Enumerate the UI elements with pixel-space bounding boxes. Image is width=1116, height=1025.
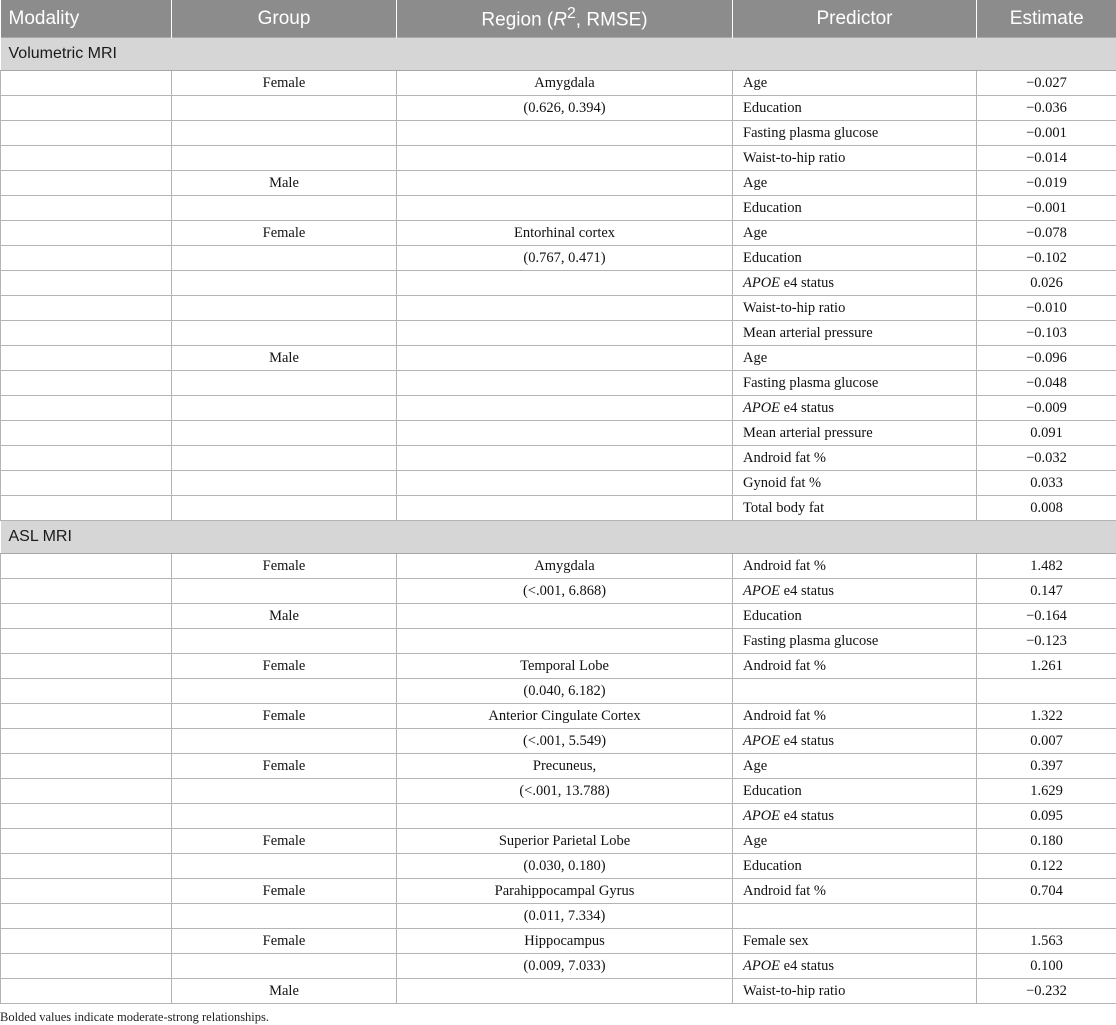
estimate-cell: 0.100 bbox=[977, 954, 1116, 979]
estimate-cell: 1.629 bbox=[977, 779, 1116, 804]
predictor-cell: Android fat % bbox=[733, 446, 977, 471]
predictor-cell: Mean arterial pressure bbox=[733, 421, 977, 446]
predictor-cell: Total body fat bbox=[733, 496, 977, 521]
group-cell: Male bbox=[172, 346, 397, 371]
group-cell bbox=[172, 904, 397, 929]
table-row bbox=[1, 371, 1116, 396]
group-cell: Female bbox=[172, 879, 397, 904]
predictor-label-rest: e4 status bbox=[780, 399, 835, 416]
estimate-cell: −0.103 bbox=[977, 321, 1116, 346]
group-cell: Female bbox=[172, 704, 397, 729]
table-row bbox=[1, 171, 1116, 196]
region-cell bbox=[397, 396, 733, 421]
header-predictor: Predictor bbox=[733, 0, 977, 38]
predictor-cell: Female sex bbox=[733, 929, 977, 954]
modality-cell bbox=[1, 554, 172, 579]
estimate-cell: 1.322 bbox=[977, 704, 1116, 729]
modality-cell bbox=[1, 421, 172, 446]
estimate-cell: −0.096 bbox=[977, 346, 1116, 371]
region-cell: (0.626, 0.394) bbox=[397, 96, 733, 121]
estimate-cell bbox=[977, 904, 1116, 929]
estimate-cell: 0.026 bbox=[977, 271, 1116, 296]
modality-cell bbox=[1, 729, 172, 754]
region-cell bbox=[397, 171, 733, 196]
modality-cell bbox=[1, 221, 172, 246]
region-cell: Temporal Lobe bbox=[397, 654, 733, 679]
table-row bbox=[1, 96, 1116, 121]
region-cell bbox=[397, 496, 733, 521]
table-row bbox=[1, 754, 1116, 779]
group-cell: Female bbox=[172, 554, 397, 579]
region-cell: (<.001, 5.549) bbox=[397, 729, 733, 754]
estimate-cell: −0.048 bbox=[977, 371, 1116, 396]
region-cell bbox=[397, 146, 733, 171]
table-row bbox=[1, 979, 1116, 1004]
group-cell: Female bbox=[172, 929, 397, 954]
group-cell bbox=[172, 246, 397, 271]
region-cell: Hippocampus bbox=[397, 929, 733, 954]
predictor-cell: Waist-to-hip ratio bbox=[733, 146, 977, 171]
estimate-cell: −0.001 bbox=[977, 121, 1116, 146]
predictor-cell: Fasting plasma glucose bbox=[733, 629, 977, 654]
section-row bbox=[1, 38, 1116, 71]
predictor-cell: Age bbox=[733, 346, 977, 371]
header-region bbox=[397, 0, 733, 38]
region-cell: Amygdala bbox=[397, 554, 733, 579]
modality-cell bbox=[1, 804, 172, 829]
group-cell bbox=[172, 371, 397, 396]
predictor-gene-name: APOE bbox=[743, 957, 781, 974]
predictor-cell: Education bbox=[733, 246, 977, 271]
estimate-cell: 0.147 bbox=[977, 579, 1116, 604]
group-cell bbox=[172, 954, 397, 979]
predictor-cell: Education bbox=[733, 779, 977, 804]
estimate-cell: −0.014 bbox=[977, 146, 1116, 171]
estimate-cell: 0.180 bbox=[977, 829, 1116, 854]
header-group: Group bbox=[172, 0, 397, 38]
modality-cell bbox=[1, 829, 172, 854]
estimate-cell: −0.001 bbox=[977, 196, 1116, 221]
modality-cell bbox=[1, 929, 172, 954]
estimate-cell: 0.007 bbox=[977, 729, 1116, 754]
footnote: Bolded values indicate moderate-strong relationships. bbox=[0, 1010, 270, 1024]
predictor-cell: Age bbox=[733, 754, 977, 779]
modality-cell bbox=[1, 604, 172, 629]
group-cell bbox=[172, 679, 397, 704]
region-cell bbox=[397, 804, 733, 829]
region-cell: (0.009, 7.033) bbox=[397, 954, 733, 979]
modality-cell bbox=[1, 346, 172, 371]
group-cell: Male bbox=[172, 604, 397, 629]
predictor-cell: Fasting plasma glucose bbox=[733, 371, 977, 396]
predictor-cell bbox=[733, 904, 977, 929]
table-row bbox=[1, 629, 1116, 654]
region-cell bbox=[397, 196, 733, 221]
region-cell: (0.030, 0.180) bbox=[397, 854, 733, 879]
table-row bbox=[1, 446, 1116, 471]
region-cell bbox=[397, 629, 733, 654]
group-cell bbox=[172, 296, 397, 321]
group-cell: Female bbox=[172, 71, 397, 96]
estimate-cell: 0.122 bbox=[977, 854, 1116, 879]
table-row bbox=[1, 554, 1116, 579]
region-cell bbox=[397, 121, 733, 146]
region-cell bbox=[397, 446, 733, 471]
table-body bbox=[1, 38, 1116, 1004]
modality-cell bbox=[1, 296, 172, 321]
header-region-r: R bbox=[553, 9, 567, 31]
estimate-cell: −0.027 bbox=[977, 71, 1116, 96]
region-cell: Superior Parietal Lobe bbox=[397, 829, 733, 854]
estimate-cell: 1.261 bbox=[977, 654, 1116, 679]
estimate-cell: 0.091 bbox=[977, 421, 1116, 446]
modality-cell bbox=[1, 979, 172, 1004]
modality-cell bbox=[1, 446, 172, 471]
predictor-gene-name: APOE bbox=[743, 807, 781, 824]
table-row bbox=[1, 954, 1116, 979]
modality-cell bbox=[1, 629, 172, 654]
table-row bbox=[1, 704, 1116, 729]
region-cell: Entorhinal cortex bbox=[397, 221, 733, 246]
table-row bbox=[1, 71, 1116, 96]
predictor-label-rest: e4 status bbox=[780, 957, 835, 974]
group-cell bbox=[172, 146, 397, 171]
table-row bbox=[1, 604, 1116, 629]
region-cell bbox=[397, 421, 733, 446]
table-row bbox=[1, 579, 1116, 604]
modality-cell bbox=[1, 879, 172, 904]
section-row bbox=[1, 521, 1116, 554]
predictor-cell: Age bbox=[733, 171, 977, 196]
predictor-gene-name: APOE bbox=[743, 399, 781, 416]
modality-cell bbox=[1, 754, 172, 779]
table-row bbox=[1, 654, 1116, 679]
predictor-cell bbox=[733, 396, 977, 421]
predictor-cell: Education bbox=[733, 604, 977, 629]
modality-cell bbox=[1, 654, 172, 679]
predictor-cell: Gynoid fat % bbox=[733, 471, 977, 496]
estimate-cell: 1.482 bbox=[977, 554, 1116, 579]
predictor-gene-name: APOE bbox=[743, 732, 781, 749]
predictor-gene-name: APOE bbox=[743, 274, 781, 291]
section-title: Volumetric MRI bbox=[1, 38, 1116, 71]
table-row bbox=[1, 321, 1116, 346]
modality-cell bbox=[1, 171, 172, 196]
group-cell bbox=[172, 321, 397, 346]
modality-cell bbox=[1, 679, 172, 704]
estimate-cell: 1.563 bbox=[977, 929, 1116, 954]
predictor-cell bbox=[733, 679, 977, 704]
estimate-cell: −0.078 bbox=[977, 221, 1116, 246]
modality-cell bbox=[1, 854, 172, 879]
predictor-cell: Android fat % bbox=[733, 554, 977, 579]
region-cell bbox=[397, 321, 733, 346]
table-row bbox=[1, 396, 1116, 421]
predictor-label-rest: e4 status bbox=[780, 274, 835, 291]
group-cell bbox=[172, 579, 397, 604]
group-cell bbox=[172, 421, 397, 446]
group-cell bbox=[172, 729, 397, 754]
predictor-cell: Education bbox=[733, 196, 977, 221]
predictor-cell: Education bbox=[733, 96, 977, 121]
predictor-cell: Android fat % bbox=[733, 654, 977, 679]
predictor-cell: Fasting plasma glucose bbox=[733, 121, 977, 146]
modality-cell bbox=[1, 96, 172, 121]
modality-cell bbox=[1, 371, 172, 396]
region-cell: Precuneus, bbox=[397, 754, 733, 779]
predictor-cell: Education bbox=[733, 854, 977, 879]
table-row bbox=[1, 296, 1116, 321]
header-region-suffix: , RMSE) bbox=[575, 9, 648, 31]
table-row bbox=[1, 221, 1116, 246]
estimate-cell: −0.019 bbox=[977, 171, 1116, 196]
region-cell bbox=[397, 604, 733, 629]
estimate-cell: 0.033 bbox=[977, 471, 1116, 496]
group-cell bbox=[172, 271, 397, 296]
table-row bbox=[1, 854, 1116, 879]
predictor-cell: Age bbox=[733, 221, 977, 246]
header-modality: Modality bbox=[1, 0, 172, 38]
estimate-cell: −0.123 bbox=[977, 629, 1116, 654]
estimate-cell: 0.095 bbox=[977, 804, 1116, 829]
estimate-cell: 0.704 bbox=[977, 879, 1116, 904]
region-cell: Parahippocampal Gyrus bbox=[397, 879, 733, 904]
predictor-cell: Waist-to-hip ratio bbox=[733, 296, 977, 321]
estimate-cell: −0.032 bbox=[977, 446, 1116, 471]
estimate-cell: −0.036 bbox=[977, 96, 1116, 121]
region-cell: Amygdala bbox=[397, 71, 733, 96]
estimate-cell: −0.010 bbox=[977, 296, 1116, 321]
group-cell bbox=[172, 854, 397, 879]
group-cell bbox=[172, 471, 397, 496]
region-cell: (<.001, 6.868) bbox=[397, 579, 733, 604]
header-region-prefix: Region ( bbox=[481, 9, 554, 31]
table-row bbox=[1, 729, 1116, 754]
predictor-cell bbox=[733, 271, 977, 296]
predictor-label-rest: e4 status bbox=[780, 732, 835, 749]
header-region-sup: 2 bbox=[566, 5, 576, 23]
estimate-cell: −0.232 bbox=[977, 979, 1116, 1004]
estimate-cell: −0.102 bbox=[977, 246, 1116, 271]
region-cell bbox=[397, 471, 733, 496]
region-cell: (0.040, 6.182) bbox=[397, 679, 733, 704]
modality-cell bbox=[1, 271, 172, 296]
modality-cell bbox=[1, 146, 172, 171]
table-row bbox=[1, 196, 1116, 221]
predictor-label-rest: e4 status bbox=[780, 582, 835, 599]
table-row bbox=[1, 121, 1116, 146]
modality-cell bbox=[1, 471, 172, 496]
predictor-cell: Age bbox=[733, 71, 977, 96]
group-cell bbox=[172, 196, 397, 221]
estimate-cell: −0.009 bbox=[977, 396, 1116, 421]
estimate-cell: 0.008 bbox=[977, 496, 1116, 521]
predictor-gene-name: APOE bbox=[743, 582, 781, 599]
header-estimate: Estimate bbox=[977, 0, 1116, 38]
group-cell bbox=[172, 779, 397, 804]
group-cell bbox=[172, 629, 397, 654]
modality-cell bbox=[1, 904, 172, 929]
group-cell: Male bbox=[172, 171, 397, 196]
modality-cell bbox=[1, 496, 172, 521]
table-row bbox=[1, 804, 1116, 829]
modality-cell bbox=[1, 954, 172, 979]
predictor-label-rest: e4 status bbox=[780, 807, 835, 824]
modality-cell bbox=[1, 196, 172, 221]
modality-cell bbox=[1, 246, 172, 271]
predictor-cell: Waist-to-hip ratio bbox=[733, 979, 977, 1004]
region-cell: (0.011, 7.334) bbox=[397, 904, 733, 929]
region-cell: Anterior Cingulate Cortex bbox=[397, 704, 733, 729]
group-cell bbox=[172, 121, 397, 146]
region-cell bbox=[397, 979, 733, 1004]
modality-cell bbox=[1, 121, 172, 146]
modality-cell bbox=[1, 779, 172, 804]
table-row bbox=[1, 904, 1116, 929]
group-cell: Female bbox=[172, 654, 397, 679]
table-row bbox=[1, 829, 1116, 854]
group-cell bbox=[172, 446, 397, 471]
modality-cell bbox=[1, 704, 172, 729]
estimate-cell bbox=[977, 679, 1116, 704]
region-cell: (<.001, 13.788) bbox=[397, 779, 733, 804]
section-title: ASL MRI bbox=[1, 521, 1116, 554]
group-cell: Female bbox=[172, 829, 397, 854]
region-cell: (0.767, 0.471) bbox=[397, 246, 733, 271]
estimate-cell: −0.164 bbox=[977, 604, 1116, 629]
predictor-cell: Android fat % bbox=[733, 704, 977, 729]
table-row bbox=[1, 929, 1116, 954]
table-row bbox=[1, 421, 1116, 446]
table-row bbox=[1, 246, 1116, 271]
region-cell bbox=[397, 371, 733, 396]
group-cell bbox=[172, 396, 397, 421]
table-row bbox=[1, 779, 1116, 804]
modality-cell bbox=[1, 579, 172, 604]
predictor-cell bbox=[733, 804, 977, 829]
region-cell bbox=[397, 296, 733, 321]
table-row bbox=[1, 146, 1116, 171]
group-cell bbox=[172, 804, 397, 829]
estimate-cell: 0.397 bbox=[977, 754, 1116, 779]
region-cell bbox=[397, 346, 733, 371]
table-header bbox=[1, 0, 1116, 38]
modality-cell bbox=[1, 71, 172, 96]
table-row bbox=[1, 679, 1116, 704]
group-cell: Male bbox=[172, 979, 397, 1004]
region-cell bbox=[397, 271, 733, 296]
predictor-cell: Age bbox=[733, 829, 977, 854]
table-row bbox=[1, 879, 1116, 904]
predictor-cell bbox=[733, 954, 977, 979]
predictor-cell bbox=[733, 729, 977, 754]
group-cell: Female bbox=[172, 754, 397, 779]
table-row bbox=[1, 471, 1116, 496]
group-cell bbox=[172, 496, 397, 521]
table-row bbox=[1, 346, 1116, 371]
group-cell: Female bbox=[172, 221, 397, 246]
modality-cell bbox=[1, 396, 172, 421]
modality-cell bbox=[1, 321, 172, 346]
predictor-cell bbox=[733, 579, 977, 604]
predictor-cell: Android fat % bbox=[733, 879, 977, 904]
predictor-cell: Mean arterial pressure bbox=[733, 321, 977, 346]
table-row bbox=[1, 496, 1116, 521]
table-row bbox=[1, 271, 1116, 296]
group-cell bbox=[172, 96, 397, 121]
